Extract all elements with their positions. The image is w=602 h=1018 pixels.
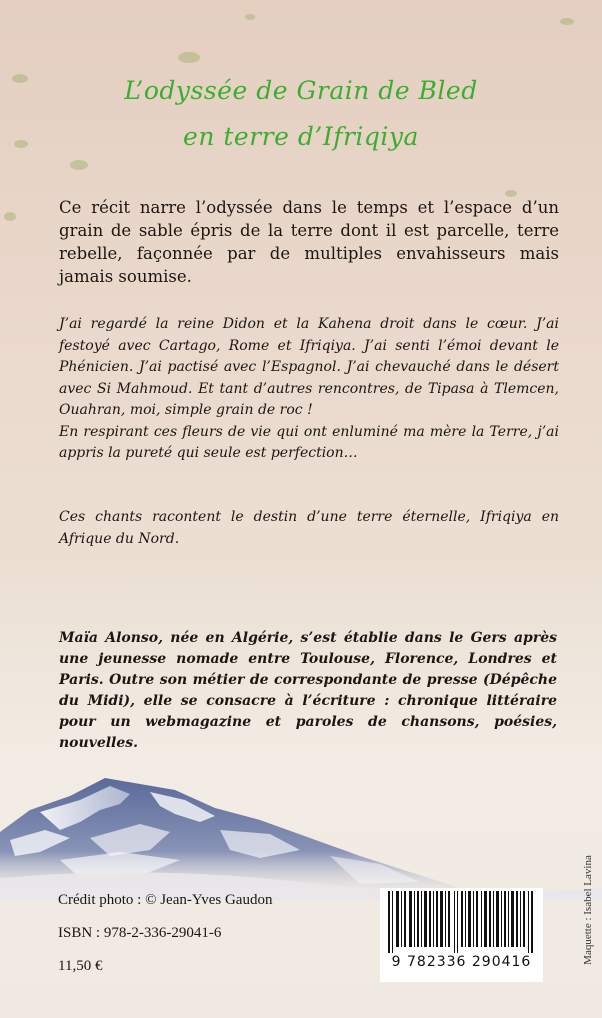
photo-credit: Crédit photo : © Jean-Yves Gaudon: [58, 892, 273, 908]
barcode-number: 9 782336 290416: [391, 954, 532, 970]
shrub-decoration: [560, 18, 574, 25]
chants-paragraph: Ces chants racontent le destin d’une terre éternelle, Ifriqiya en Afrique du Nord.: [59, 509, 559, 547]
mountain-photo: [0, 760, 602, 900]
shrub-decoration: [70, 160, 88, 170]
author-bio: Maïa Alonso, née en Algérie, s’est établie dans le Gers après une jeunesse nomade entre Toulouse, Florence, Londres et Paris. Outre son métier de correspondante de presse (Dépêche du Midi), elle se consacre à l’écriture : chronique littéraire pour un webmagazine et paroles de chansons, poésies, nouvelles.: [59, 630, 557, 751]
layout-credit-vertical: [577, 820, 599, 1000]
excerpt-paragraph: J’ai regardé la reine Didon et la Kahena droit dans le cœur. J’ai festoyé avec Cartago, Rome et Ifriqiya. J’ai senti l’émoi devant le Phénicien. J’ai pactisé avec l’Espagnol. J’ai chevauché dans le désert avec Si Mahmoud. Et tant d’autres rencontres, de Tipasa à Tlemcen, Ouahran, moi, simple grain de roc !: [59, 316, 559, 418]
isbn: ISBN : 978-2-336-29041-6: [58, 925, 222, 941]
barcode: [380, 888, 543, 982]
book-title-line2: en terre d’Ifriqiya: [183, 122, 419, 151]
layout-credit: Maquette : Isabel Lavina: [582, 855, 594, 965]
shrub-decoration: [245, 14, 255, 20]
summary-paragraph: Ce récit narre l’odyssée dans le temps et l’espace d’un grain de sable épris de la terre dont il est parcelle, terre rebelle, façonnée par de multiples envahisseurs mais jamais soumise.: [59, 198, 559, 286]
book-title-line1: L’odyssée de Grain de Bled: [124, 76, 478, 105]
excerpt-paragraph: En respirant ces fleurs de vie qui ont enluminé ma mère la Terre, j’ai appris la pureté qui seule est perfection…: [59, 423, 559, 461]
shrub-decoration: [178, 52, 200, 63]
shrub-decoration: [4, 212, 16, 221]
excerpt-block: [59, 314, 559, 465]
barcode-bars: [388, 891, 535, 953]
price: 11,50 €: [58, 958, 103, 974]
